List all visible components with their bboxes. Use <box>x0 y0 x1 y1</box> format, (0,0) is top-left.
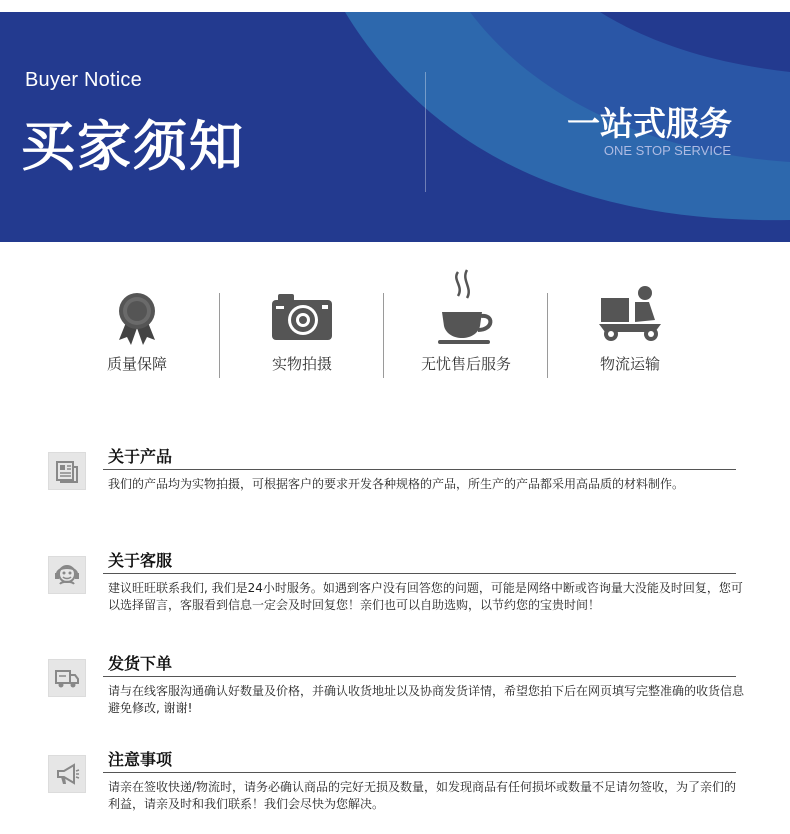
customer-service-icon <box>54 562 80 588</box>
section-icon <box>48 452 86 490</box>
section-title: 发货下单 <box>108 654 173 673</box>
banner-slogan-en: ONE STOP SERVICE <box>603 143 731 158</box>
section-title: 关于产品 <box>108 447 173 466</box>
feature-label: 物流运输 <box>599 355 660 373</box>
feature-label: 无忧售后服务 <box>420 355 511 373</box>
section-icon <box>48 755 86 793</box>
banner-slogan-cn: 一站式服务 <box>567 104 732 143</box>
section-icon <box>48 556 86 594</box>
coffee-cup-icon <box>434 268 498 348</box>
delivery-truck-icon <box>54 665 80 691</box>
section-text: 我们的产品均为实物拍摄，可根据客户的要求开发各种规格的产品，所生产的产品都采用高品质的材料制作。 <box>108 477 685 491</box>
feature-photo <box>220 268 384 388</box>
banner-title: 买家须知 <box>21 115 245 178</box>
section-text: 请与在线客服沟通确认好数量及价格，并确认收货地址以及协商发货详情，希望您拍下后在网页填写完整准确的收货信息避免修改, 谢谢! <box>108 684 745 715</box>
feature-after-sales <box>384 268 548 388</box>
feature-label: 实物拍摄 <box>271 355 332 373</box>
section-text: 请亲在签收快递/物流时，请务必确认商品的完好无损及数量，如发现商品有任何损坏或数量不足请勿签收，为了亲们的利益，请亲及时和我们联系！我们会尽快为您解决。 <box>108 780 737 811</box>
feature-label: 质量保障 <box>106 355 167 373</box>
section-title: 注意事项 <box>108 750 173 769</box>
newspaper-icon <box>54 458 80 484</box>
section-icon <box>48 659 86 697</box>
section-title: 关于客服 <box>108 551 173 570</box>
section-divider <box>103 676 736 677</box>
megaphone-icon <box>54 761 80 787</box>
camera-icon <box>270 292 334 342</box>
section-text: 建议旺旺联系我们, 我们是24小时服务。如遇到客户没有回答您的问题，可能是网络中断或咨询量大没能及时回复，您可以选择留言，客服看到信息一定会及时回复您！亲们也可以自助选购，以节约您的宝贵时间！ <box>108 581 743 612</box>
section-divider <box>103 469 736 470</box>
banner-subtitle-en: Buyer Notice <box>25 69 142 91</box>
section-divider <box>103 772 736 773</box>
banner-divider <box>425 72 426 192</box>
feature-logistics <box>548 268 712 388</box>
feature-quality <box>55 268 219 388</box>
header-banner <box>0 12 790 242</box>
section-divider <box>103 573 736 574</box>
delivery-scooter-icon <box>595 284 665 344</box>
service-features <box>55 268 715 388</box>
medal-icon <box>114 290 160 346</box>
